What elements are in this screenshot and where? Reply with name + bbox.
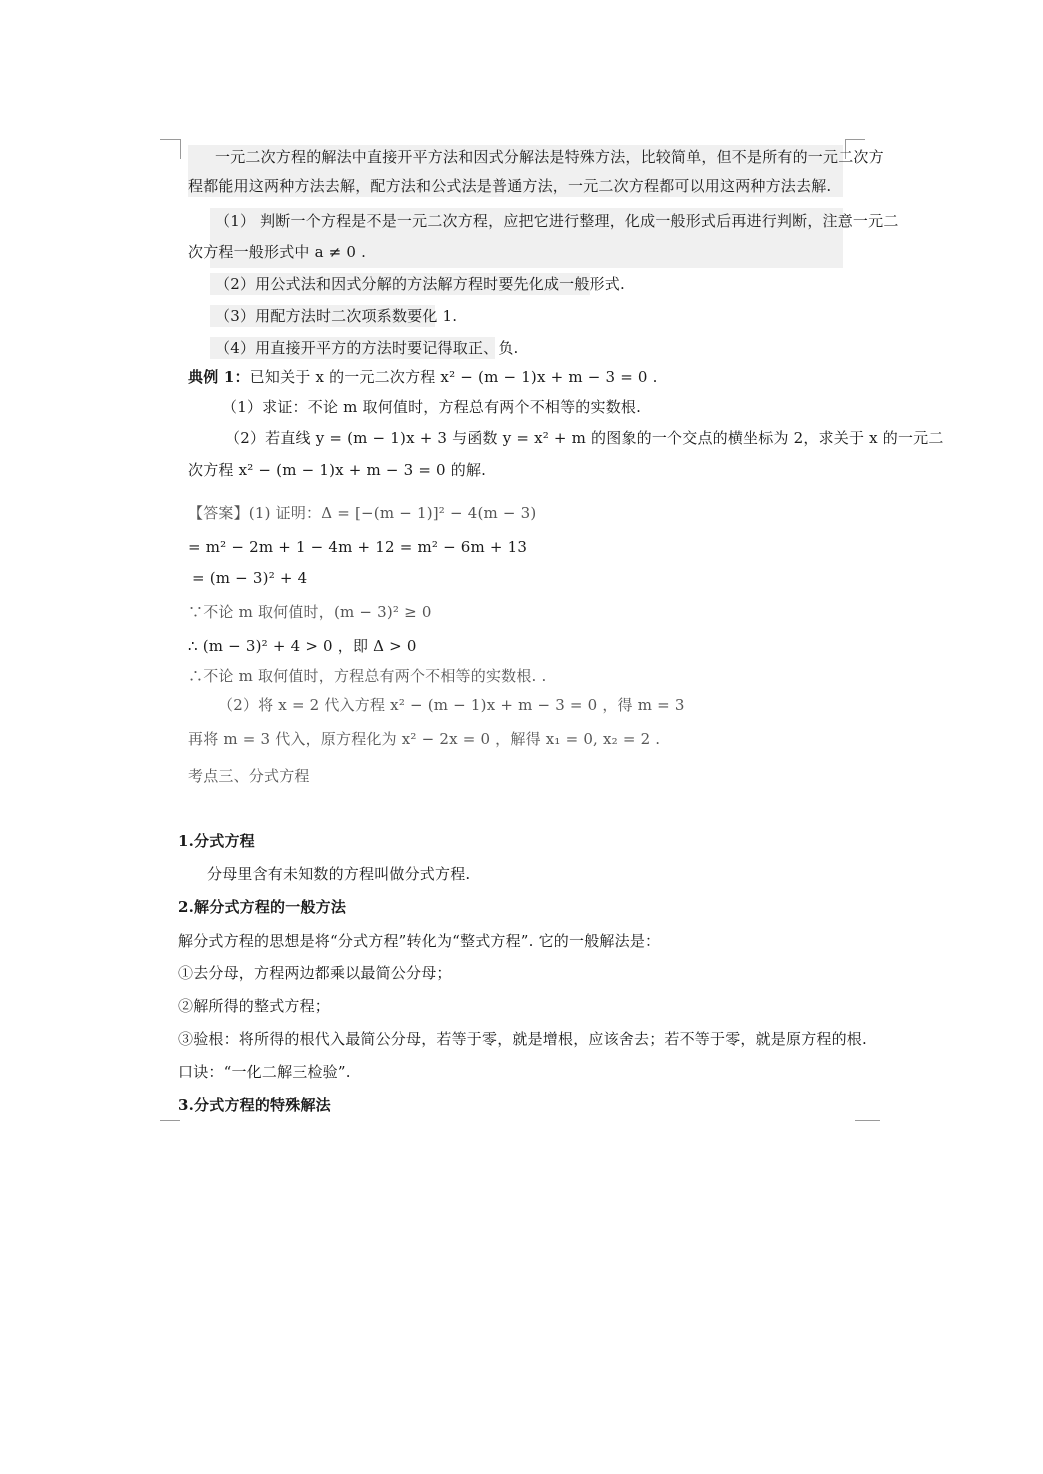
answer-line-6: ∴不论 m 取何值时，方程总有两个不相等的实数根. . <box>188 667 547 685</box>
note-1-line-2: 次方程一般形式中 a ≠ 0 . <box>188 243 367 261</box>
part-2-step-3: ③验根：将所得的根代入最简公分母，若等于零，就是增根，应该舍去；若不等于零，就是原方程的根. <box>178 1030 867 1048</box>
section-title: 考点三、分式方程 <box>188 767 310 785</box>
answer-line-8: 再将 m = 3 代入，原方程化为 x² − 2x = 0 ，解得 x₁ = 0, x₂ = 2 . <box>188 730 661 748</box>
answer-line-5: ∴ (m − 3)² + 4 > 0 ，即 Δ > 0 <box>188 637 417 655</box>
example-label: 典例 1： <box>188 368 250 386</box>
example-heading <box>188 366 658 388</box>
part-2-mnemonic: 口诀：“一化二解三检验”. <box>178 1063 351 1081</box>
crop-mark-bottom-right <box>855 1120 880 1121</box>
part-1-heading: 1.分式方程 <box>178 832 255 850</box>
part-2-step-1: ①去分母，方程两边都乘以最简公分母； <box>178 964 452 982</box>
part-2-step-2: ②解所得的整式方程； <box>178 997 331 1015</box>
crop-mark-top-left <box>160 139 180 140</box>
example-question-1: （1）求证：不论 m 取何值时，方程总有两个不相等的实数根. <box>222 398 642 416</box>
crop-mark-top-right <box>845 139 865 140</box>
crop-mark-bottom-left <box>160 1120 180 1121</box>
example-question-2-line-2: 次方程 x² − (m − 1)x + m − 3 = 0 的解. <box>188 461 487 479</box>
answer-line-4: ∵不论 m 取何值时，(m − 3)² ≥ 0 <box>188 603 432 621</box>
answer-line-1: 【答案】(1) 证明：Δ = [−(m − 1)]² − 4(m − 3) <box>188 504 537 522</box>
note-2: （2）用公式法和因式分解的方法解方程时要先化成一般形式. <box>215 275 625 293</box>
intro-line-1: 一元二次方程的解法中直接开平方法和因式分解法是特殊方法，比较简单，但不是所有的一元二次方 <box>215 148 884 166</box>
crop-mark-top-left-v <box>180 139 181 159</box>
part-1-text: 分母里含有未知数的方程叫做分式方程. <box>207 865 471 883</box>
example-stem: 已知关于 x 的一元二次方程 x² − (m − 1)x + m − 3 = 0 . <box>249 368 658 386</box>
part-3-heading: 3.分式方程的特殊解法 <box>178 1096 331 1114</box>
note-1-line-1: （1） 判断一个方程是不是一元二次方程，应把它进行整理，化成一般形式后再进行判断，注意一元二 <box>215 212 899 230</box>
answer-line-2: = m² − 2m + 1 − 4m + 12 = m² − 6m + 13 <box>188 538 528 556</box>
answer-line-3: = (m − 3)² + 4 <box>192 569 308 587</box>
part-2-heading: 2.解分式方程的一般方法 <box>178 898 347 916</box>
part-2-intro: 解分式方程的思想是将“分式方程”转化为“整式方程”. 它的一般解法是： <box>178 932 661 950</box>
intro-line-2: 程都能用这两种方法去解，配方法和公式法是普通方法，一元二次方程都可以用这两种方法去解. <box>188 177 832 195</box>
note-3: （3）用配方法时二次项系数要化 1. <box>215 307 458 325</box>
answer-line-7: （2）将 x = 2 代入方程 x² − (m − 1)x + m − 3 = 0 ，得 m = 3 <box>218 696 685 714</box>
example-question-2-line-1: （2）若直线 y = (m − 1)x + 3 与函数 y = x² + m 的图象的一个交点的横坐标为 2，求关于 x 的一元二 <box>225 429 944 447</box>
note-4: （4）用直接开平方的方法时要记得取正、负. <box>215 339 519 357</box>
